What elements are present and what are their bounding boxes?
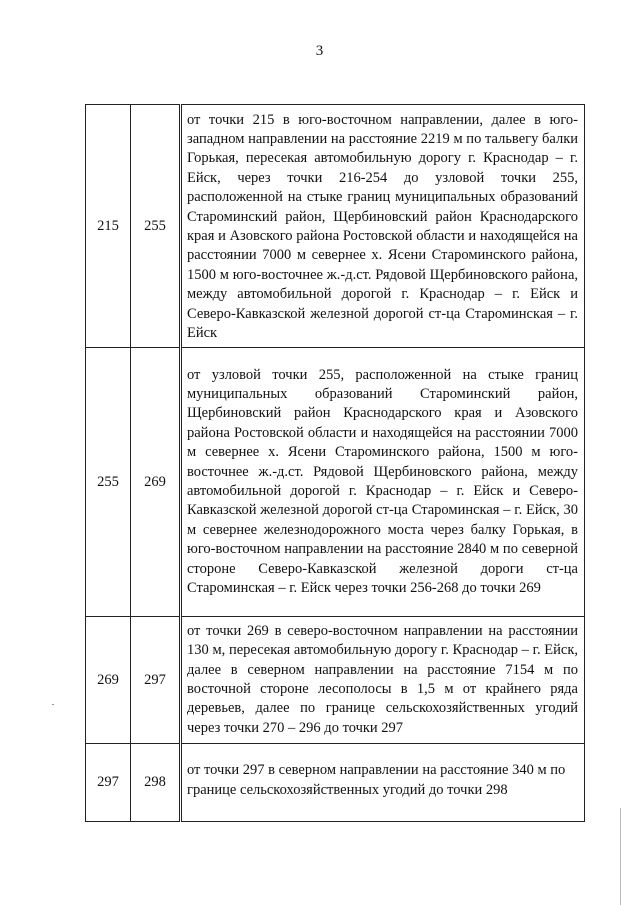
to-point-cell: 297 xyxy=(131,617,181,744)
table-row xyxy=(86,617,585,744)
from-point-cell: 297 xyxy=(86,744,131,822)
description-cell: от узловой точки 255, расположенной на стыке границ муниципальных образований Староминский район, Щербиновский район Краснодарского края и Азовского района Ростовской области и находящейся на расстоянии 7000 м севернее х. Ясени Староминского района, 1500 м юго-восточнее ж.-д.ст. Рядовой Щербиновского района, между автомобильной дорогой г. Краснодар – г. Ейск и Северо-Кавказской железной дорогой ст-ца Староминская – г. Ейск, 30 м севернее железнодорожного моста через балку Горькая, в юго-восточном направлении на расстояние 2840 м по северной стороне Северо-Кавказской железной дороги ст-ца Староминская – г. Ейск через точки 256-268 до точки 269 xyxy=(181,348,585,617)
from-point-cell: 215 xyxy=(86,105,131,348)
description-cell: от точки 269 в северо-восточном направлении на расстоянии 130 м, пересекая автомобильную дорогу г. Краснодар – г. Ейск, далее в северном направлении на расстояние 7154 м по восточной стороне лесополосы в 1,5 м от крайнего ряда деревьев, далее по границе сельскохозяйственных угодий через точки 270 – 296 до точки 297 xyxy=(181,617,585,744)
boundary-description-table xyxy=(85,104,585,822)
from-point-cell: 255 xyxy=(86,348,131,617)
table-row xyxy=(86,744,585,822)
scan-speck xyxy=(52,704,54,705)
to-point-cell: 269 xyxy=(131,348,181,617)
table-row xyxy=(86,105,585,348)
to-point-cell: 255 xyxy=(131,105,181,348)
to-point-cell: 298 xyxy=(131,744,181,822)
description-cell: от точки 215 в юго-восточном направлении, далее в юго-западном направлении на расстояние 2219 м по тальвегу балки Горькая, пересекая автомобильную дорогу г. Краснодар – г. Ейск, через точки 216-254 до узловой точки 255, расположенной на стыке границ муниципальных образований Староминский район, Щербиновский район Краснодарского края и Азовского района Ростовской области и находящейся на расстоянии 7000 м севернее х. Ясени Староминского района, 1500 м юго-восточнее ж.-д.ст. Рядовой Щербиновского района, между автомобильной дорогой г. Краснодар – г. Ейск и Северо-Кавказской железной дорогой ст-ца Староминская – г. Ейск xyxy=(181,105,585,348)
scan-edge-line xyxy=(620,808,621,905)
from-point-cell: 269 xyxy=(86,617,131,744)
page-number: 3 xyxy=(315,43,324,59)
table-row xyxy=(86,348,585,617)
description-cell: от точки 297 в северном направлении на расстояние 340 м по границе сельскохозяйственных угодий до точки 298 xyxy=(181,744,585,822)
